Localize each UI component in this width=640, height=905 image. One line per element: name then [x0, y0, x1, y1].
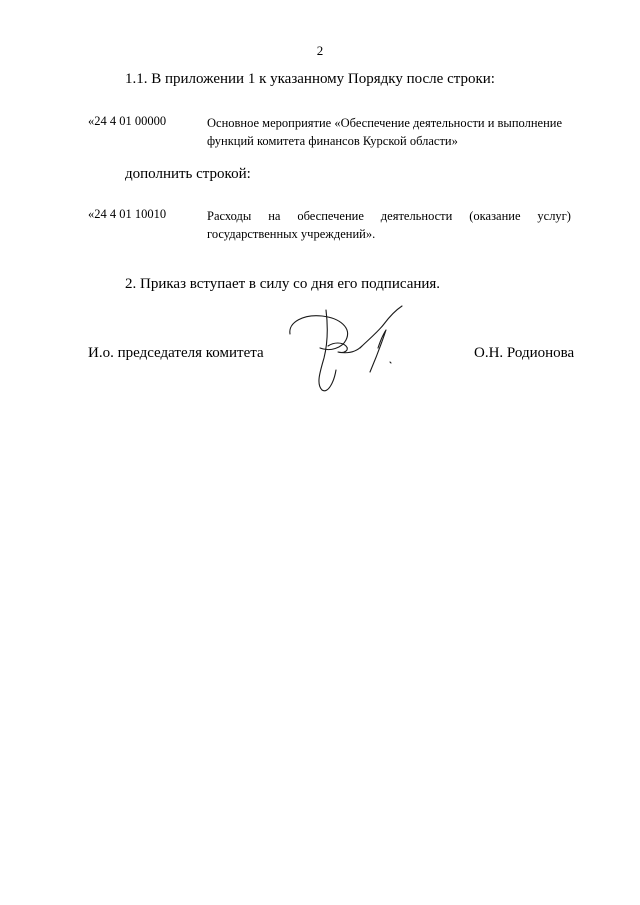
row1-code: «24 4 01 00000	[88, 114, 167, 128]
item-1-1-text: 1.1. В приложении 1 к указанному Порядку после строки:	[125, 71, 495, 87]
row1-description	[207, 114, 562, 150]
signatory-position: И.о. председателя комитета	[88, 345, 264, 361]
row2-code: «24 4 01 10010	[88, 207, 167, 221]
row2-word: деятельности	[380, 209, 453, 223]
add-row-label: дополнить строкой:	[125, 166, 251, 182]
row2-word: (оказание	[469, 209, 521, 223]
page-number: 2	[316, 43, 324, 58]
row1-text-line2: функций комитета финансов Курской области»	[207, 134, 458, 148]
row2-text-line2: государственных учреждений».	[207, 227, 376, 241]
row2-text-line1	[207, 207, 571, 225]
row2-description	[207, 207, 571, 243]
row2-word: Расходы	[207, 209, 252, 223]
row1-text-line1: Основное мероприятие «Обеспечение деятельности и выполнение	[207, 116, 563, 130]
signatory-name: О.Н. Родионова	[474, 345, 575, 361]
item-2-text: 2. Приказ вступает в силу со дня его подписания.	[125, 276, 441, 292]
row2-word: на	[268, 209, 281, 223]
row2-word: услуг)	[537, 209, 571, 223]
signature-drawing	[282, 302, 412, 394]
handwritten-signature	[282, 302, 412, 394]
row2-word: обеспечение	[297, 209, 364, 223]
